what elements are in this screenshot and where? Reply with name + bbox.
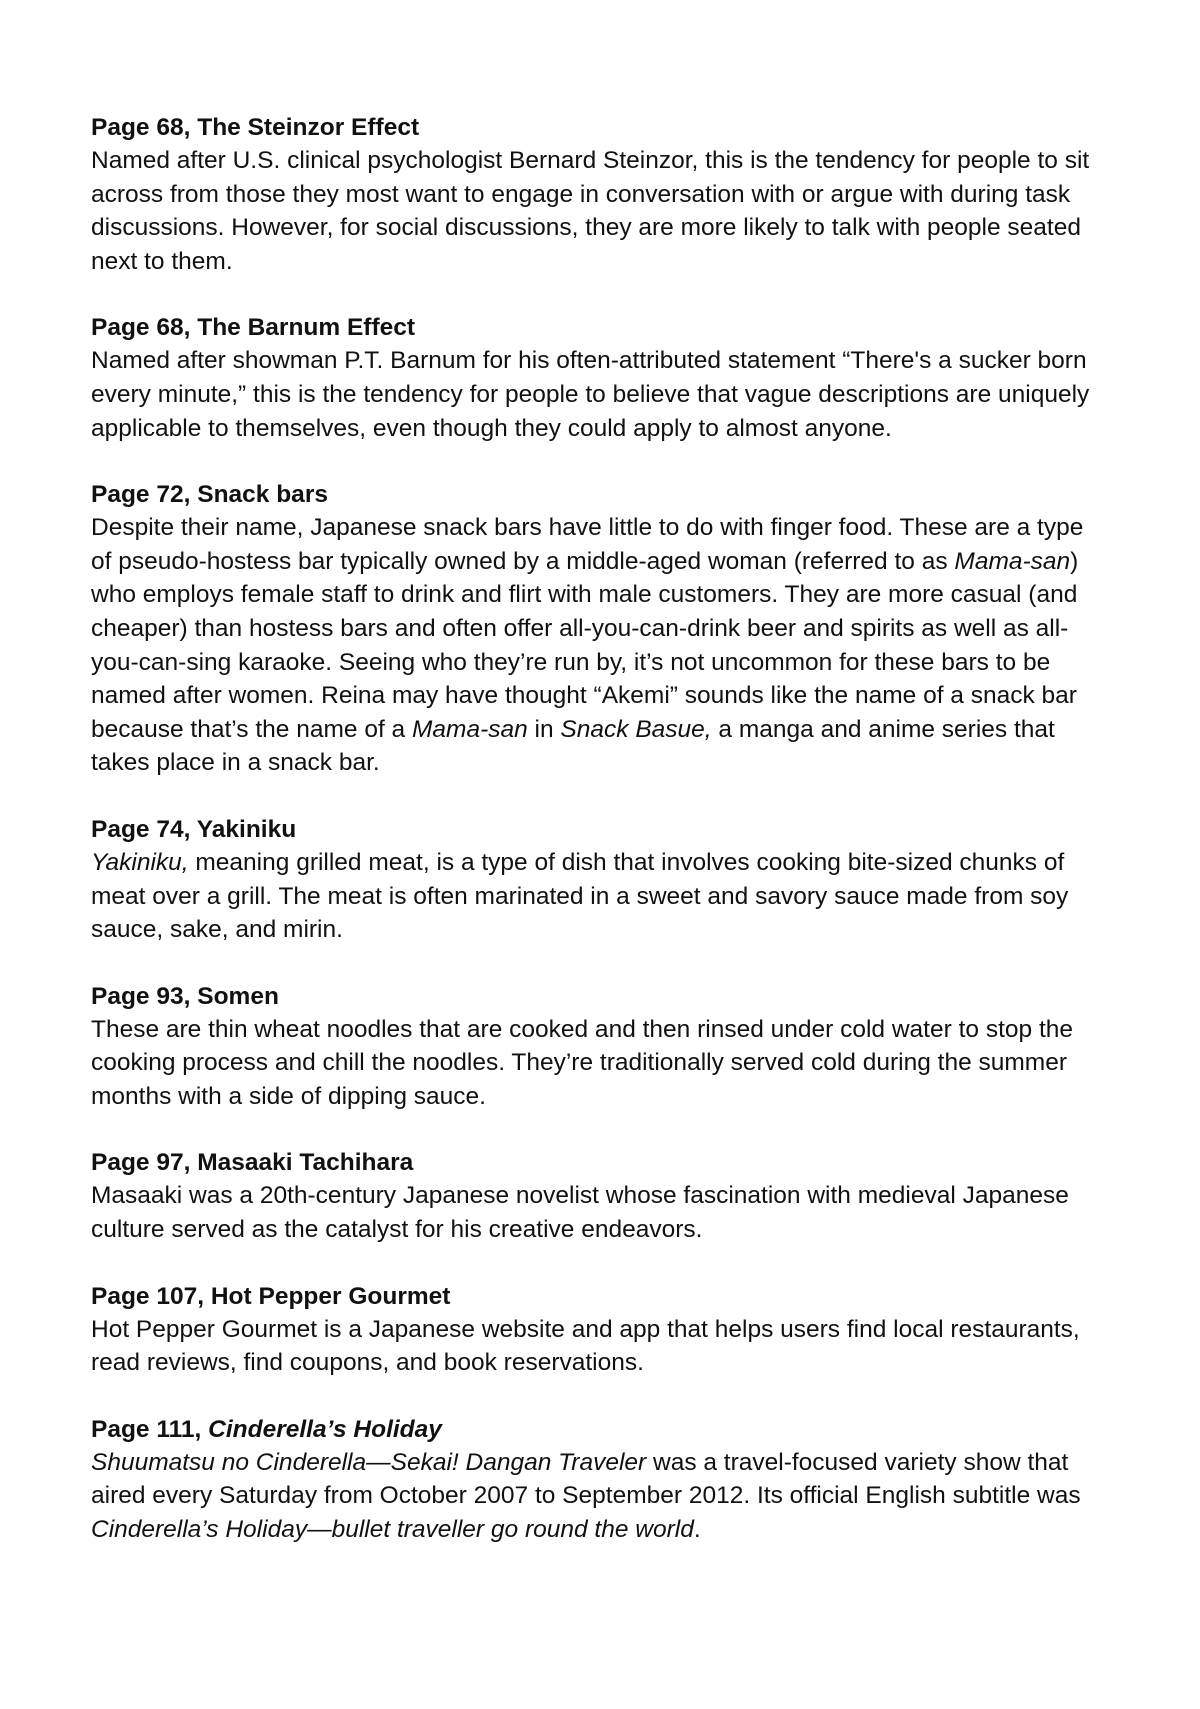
note-title [91, 1146, 1100, 1179]
note-title-segment: Page 97, Masaaki Tachihara [91, 1149, 414, 1177]
note-body-segment: Named after showman P.T. Barnum for his often-attributed statement “There's a sucker born every minute,” this is the tendency for people to believe that vague descriptions are uniquely applicable to themselves, even though they could apply to almost anyone. [91, 347, 1090, 442]
note-body-segment: Shuumatsu no Cinderella—Sekai! Dangan Traveler [91, 1448, 647, 1476]
note-body-segment: Mama-san [412, 715, 528, 743]
note-title-segment: Page 111, [91, 1415, 209, 1443]
translation-note [91, 311, 1100, 445]
note-title [91, 813, 1100, 846]
note-title [91, 1280, 1100, 1313]
note-body-segment: Named after U.S. clinical psychologist Bernard Steinzor, this is the tendency for people to sit across from those they most want to engage in conversation with or argue with during task discussions. However, for social discussions, they are more likely to talk with people seated next to them. [91, 147, 1090, 275]
note-body [91, 144, 1100, 278]
note-body [91, 511, 1100, 780]
note-title-segment: Page 72, Snack bars [91, 481, 328, 509]
note-title-segment: Page 68, The Barnum Effect [91, 314, 416, 342]
note-body [91, 1013, 1100, 1114]
note-body-segment: These are thin wheat noodles that are cooked and then rinsed under cold water to stop the cooking process and chill the noodles. They’re traditionally served cold during the summer months with a side of dipping sauce. [91, 1015, 1073, 1110]
note-body-segment: Yakiniku, [91, 848, 189, 876]
note-title [91, 980, 1100, 1013]
note-body [91, 1446, 1100, 1547]
note-title-segment: Cinderella’s Holiday [208, 1415, 442, 1443]
note-body [91, 846, 1100, 947]
note-body-segment: Despite their name, Japanese snack bars have little to do with finger food. These are a type of pseudo-hostess bar typically owned by a middle-aged woman (referred to as [91, 514, 1084, 575]
note-body-segment: Masaaki was a 20th-century Japanese novelist whose fascination with medieval Japanese culture served as the catalyst for his creative endeavors. [91, 1182, 1069, 1244]
note-title [91, 311, 1100, 344]
note-body-segment: meaning grilled meat, is a type of dish that involves cooking bite-sized chunks of meat over a grill. The meat is often marinated in a sweet and savory sauce made from soy sauce, sake, and mirin. [91, 848, 1069, 944]
translation-note [91, 980, 1100, 1114]
note-body-segment: ) who employs female staff to drink and flirt with male customers. They are more casual (and cheaper) than hostess bars and often offer all-you-can-drink beer and spirits as well as all-you-can-sing karaoke. Seeing who they’re run by, it’s not uncommon for these bars to be named after women. Reina may have thought “Akemi” sounds like the name of a snack bar because that’s the name of a [91, 547, 1079, 743]
notes-list [91, 111, 1100, 1547]
note-body-segment: Cinderella’s Holiday—bullet traveller go round the world [91, 1516, 694, 1544]
translation-note [91, 1413, 1100, 1547]
note-body-segment: Hot Pepper Gourmet is a Japanese website and app that helps users find local restaurants, read reviews, find coupons, and book reservations. [91, 1315, 1080, 1377]
note-body-segment: Snack Basue, [560, 715, 712, 743]
note-body [91, 1313, 1100, 1380]
translation-note [91, 1146, 1100, 1246]
note-body [91, 344, 1100, 445]
translation-note [91, 1280, 1100, 1380]
note-title-segment: Page 68, The Steinzor Effect [91, 114, 420, 141]
translation-note [91, 111, 1100, 278]
note-title-segment: Page 74, Yakiniku [91, 815, 297, 843]
note-title-segment: Page 93, Somen [91, 982, 279, 1010]
note-body-segment: a manga and anime series that takes place in a snack bar. [91, 715, 1055, 777]
note-body-segment: in [527, 715, 561, 743]
note-title-segment: Page 107, Hot Pepper Gourmet [91, 1282, 451, 1310]
note-body-segment: was a travel-focused variety show that aired every Saturday from October 2007 to September 2012. Its official English subtitle was [91, 1448, 1081, 1510]
note-title [91, 478, 1100, 511]
note-body-segment: . [693, 1516, 701, 1544]
translation-note [91, 813, 1100, 947]
note-title [91, 111, 1100, 144]
note-body [91, 1179, 1100, 1246]
note-body-segment: Mama-san [954, 547, 1071, 575]
translation-note [91, 478, 1100, 780]
note-title [91, 1413, 1100, 1446]
